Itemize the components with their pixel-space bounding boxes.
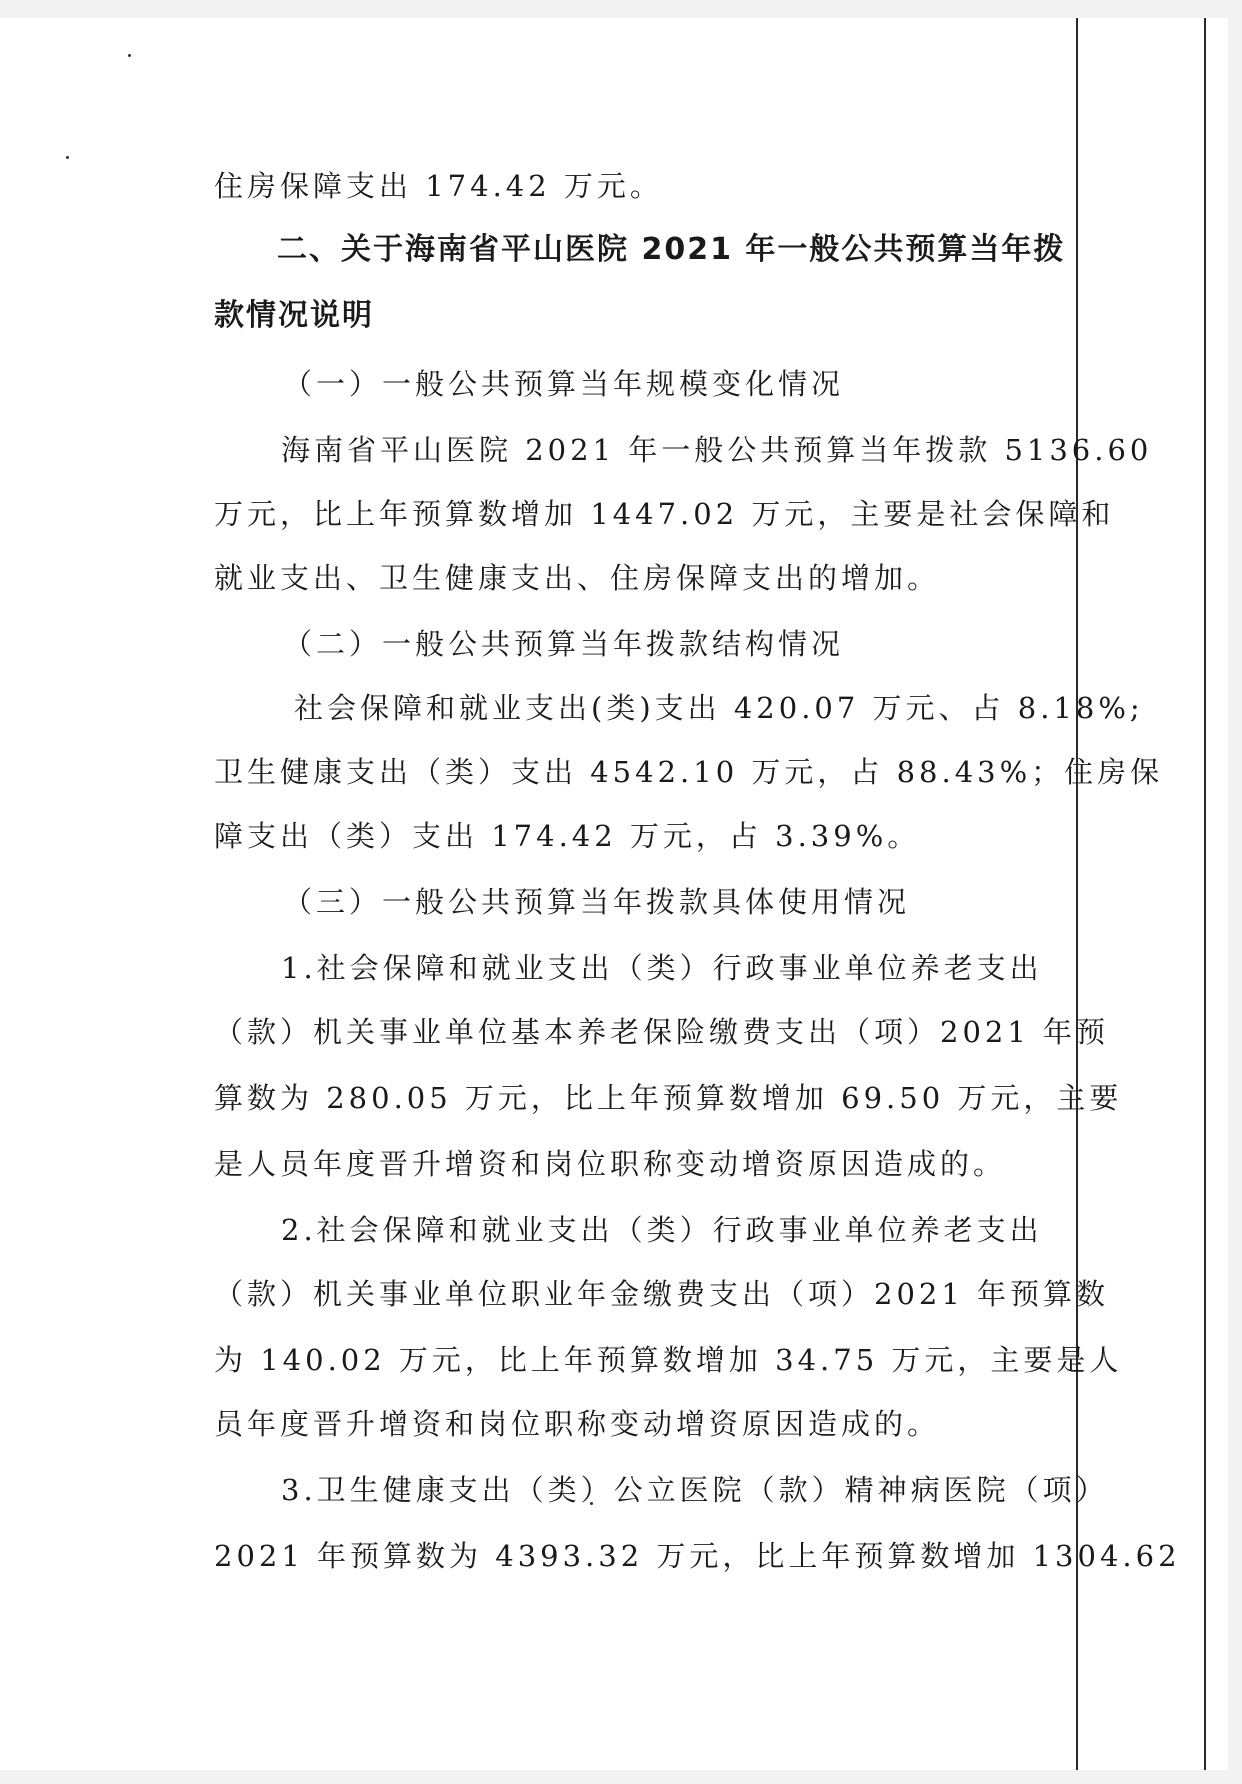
- section-heading: 二、关于海南省平山医院 2021 年一般公共预算当年拨: [277, 232, 1066, 267]
- text-line: 是人员年度晋升增资和岗位职称变动增资原因造成的。: [214, 1147, 1007, 1181]
- text-line: 为 140.02 万元，比上年预算数增加 34.75 万元，主要是人: [214, 1343, 1123, 1377]
- subsection-heading: （一）一般公共预算当年规模变化情况: [283, 367, 845, 401]
- text-line: 海南省平山医院 2021 年一般公共预算当年拨款 5136.60: [281, 433, 1153, 467]
- text-line: 障支出（类）支出 174.42 万元，占 3.39%。: [214, 819, 921, 853]
- scan-edge-line: [1204, 18, 1206, 1770]
- section-heading: 款情况说明: [214, 298, 374, 333]
- text-line: 住房保障支出 174.42 万元。: [214, 169, 663, 203]
- text-line: 1.社会保障和就业支出（类）行政事业单位养老支出: [281, 951, 1043, 985]
- text-line: 2021 年预算数为 4393.32 万元，比上年预算数增加 1304.62: [214, 1539, 1181, 1573]
- text-line: （款）机关事业单位职业年金缴费支出（项）2021 年预算数: [214, 1277, 1110, 1311]
- text-line: 就业支出、卫生健康支出、住房保障支出的增加。: [214, 561, 941, 595]
- text-line: 卫生健康支出（类）支出 4542.10 万元，占 88.43%；住房保: [214, 755, 1164, 789]
- text-line: 2.社会保障和就业支出（类）行政事业单位养老支出: [281, 1213, 1043, 1247]
- scan-speck: [66, 156, 69, 159]
- text-line: （款）机关事业单位基本养老保险缴费支出（项）2021 年预: [214, 1015, 1110, 1049]
- document-page: [0, 18, 1228, 1770]
- subsection-heading: （三）一般公共预算当年拨款具体使用情况: [283, 885, 911, 919]
- text-line: 社会保障和就业支出(类)支出 420.07 万元、占 8.18%;: [294, 691, 1144, 725]
- text-line: 员年度晋升增资和岗位职称变动增资原因造成的。: [214, 1407, 941, 1441]
- text-line: 算数为 280.05 万元，比上年预算数增加 69.50 万元，主要: [214, 1081, 1123, 1115]
- text-line: 3.卫生健康支出（类）公立医院（款）精神病医院（项）: [281, 1473, 1109, 1507]
- text-line: 万元，比上年预算数增加 1447.02 万元，主要是社会保障和: [214, 497, 1115, 531]
- scan-speck: [128, 54, 131, 57]
- subsection-heading: （二）一般公共预算当年拨款结构情况: [283, 627, 845, 661]
